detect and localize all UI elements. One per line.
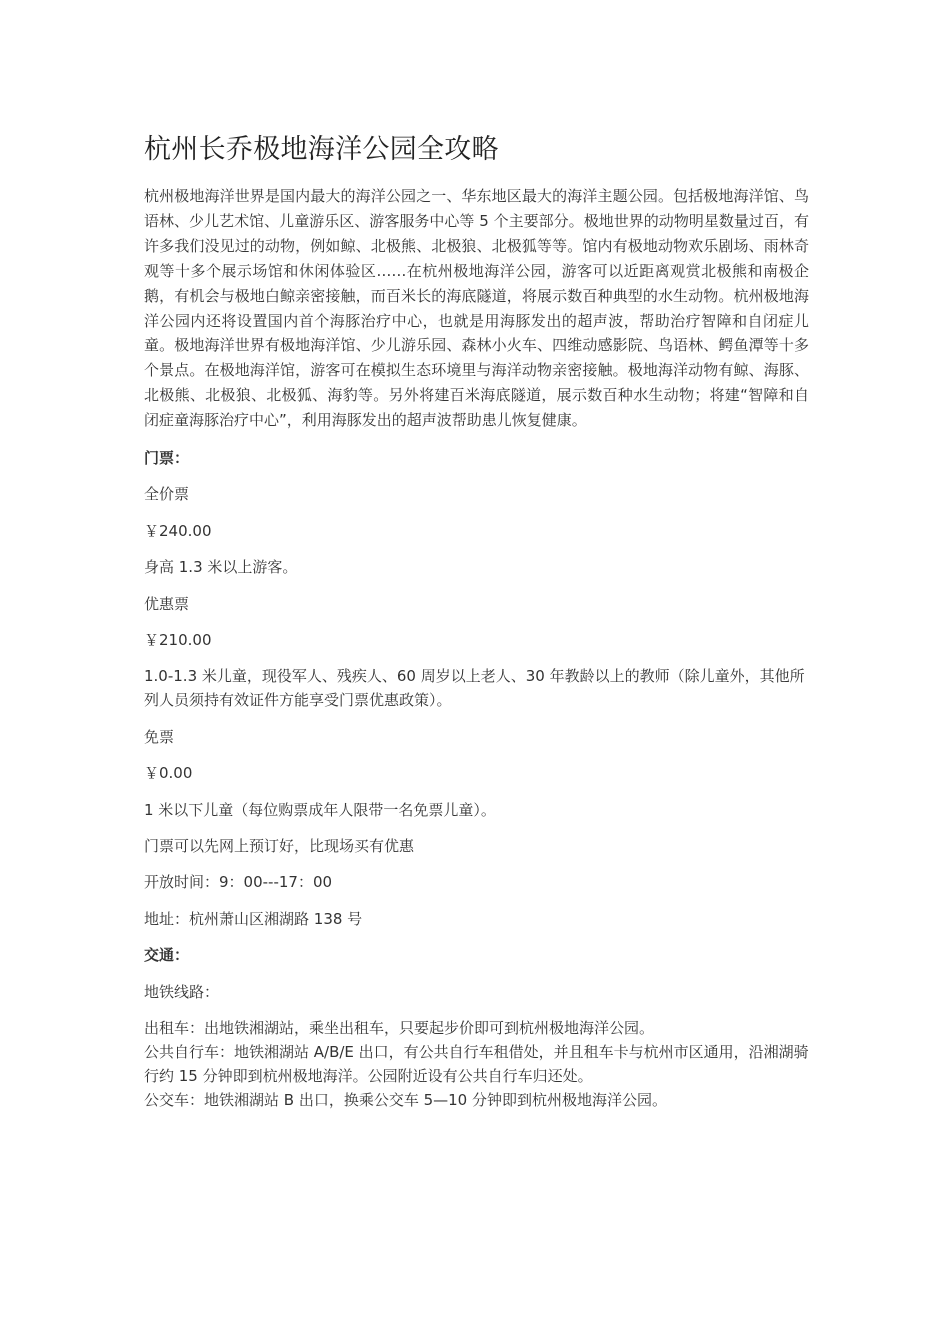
page-title: 杭州长乔极地海洋公园全攻略 bbox=[144, 134, 499, 165]
discount-ticket-label: 优惠票 bbox=[144, 594, 190, 613]
metro-line: 地铁线路： bbox=[144, 982, 220, 1001]
free-ticket-desc: 1 米以下儿童（每位购票成年人限带一名免票儿童）。 bbox=[144, 800, 496, 819]
tickets-heading: 门票： bbox=[144, 449, 190, 468]
taxi-info: 出租车：出地铁湘湖站，乘坐出租车，只要起步价即可到杭州极地海洋公园。 bbox=[144, 1018, 655, 1037]
free-ticket-price: ￥0.00 bbox=[144, 764, 193, 783]
online-booking-tip: 门票可以先网上预订好，比现场买有优惠 bbox=[144, 836, 415, 855]
transport-heading: 交通： bbox=[144, 946, 190, 965]
discount-ticket-price: ￥210.00 bbox=[144, 631, 212, 650]
intro-paragraph: 杭州极地海洋世界是国内最大的海洋公园之一、华东地区最大的海洋主题公园。包括极地海洋馆、鸟语林、少儿艺术馆、儿童游乐区、游客服务中心等 5 个主要部分。极地世界的动物明星数量过百，有许多我们没见过的动物，例如鲸、北极熊、北极狼、北极狐等等。馆内有极地动物欢乐剧场、雨林奇观等十多个展示场馆和休闲体验区……在杭州极地海洋公园，游客可以近距离观赏北极熊和南极企鹅，有机会与极地白鲸亲密接触，而百米长的海底隧道，将展示数百种典型的水生动物。杭州极地海洋公园内还将设置国内首个海豚治疗中心，也就是用海豚发出的超声波，帮助治疗智障和自闭症儿童。极地海洋世界有极地海洋馆、少儿游乐园、森林小火车、四维动感影院、鸟语林、鳄鱼潭等十多个景点。在极地海洋馆，游客可在模拟生态环境里与海洋动物亲密接触。极地海洋动物有鲸、海豚、北极熊、北极狼、北极狐、海豹等。另外将建百米海底隧道，展示数百种水生动物；将建“智障和自闭症童海豚治疗中心”，利用海豚发出的超声波帮助患儿恢复健康。 bbox=[144, 187, 809, 430]
opening-hours: 开放时间：9：00---17：00 bbox=[144, 873, 333, 892]
bike-info: 公共自行车：地铁湘湖站 A/B/E 出口，有公共自行车租借处，并且租车卡与杭州市区通用，沿湘湖骑行约 15 分钟即到杭州极地海洋。公园附近设有公共自行车归还处。 bbox=[144, 1042, 809, 1085]
full-ticket-label: 全价票 bbox=[144, 485, 190, 504]
full-ticket-price: ￥240.00 bbox=[144, 521, 212, 540]
full-ticket-desc: 身高 1.3 米以上游客。 bbox=[144, 558, 298, 577]
free-ticket-label: 免票 bbox=[144, 727, 175, 746]
discount-ticket-desc: 1.0-1.3 米儿童，现役军人、残疾人、60 周岁以上老人、30 年教龄以上的教师（除儿童外，其他所列人员须持有效证件方能享受门票优惠政策）。 bbox=[144, 667, 805, 710]
address: 地址：杭州萧山区湘湖路 138 号 bbox=[144, 909, 363, 928]
document-page bbox=[144, 128, 809, 1112]
bus-info: 公交车：地铁湘湖站 B 出口，换乘公交车 5—10 分钟即到杭州极地海洋公园。 bbox=[144, 1090, 667, 1109]
